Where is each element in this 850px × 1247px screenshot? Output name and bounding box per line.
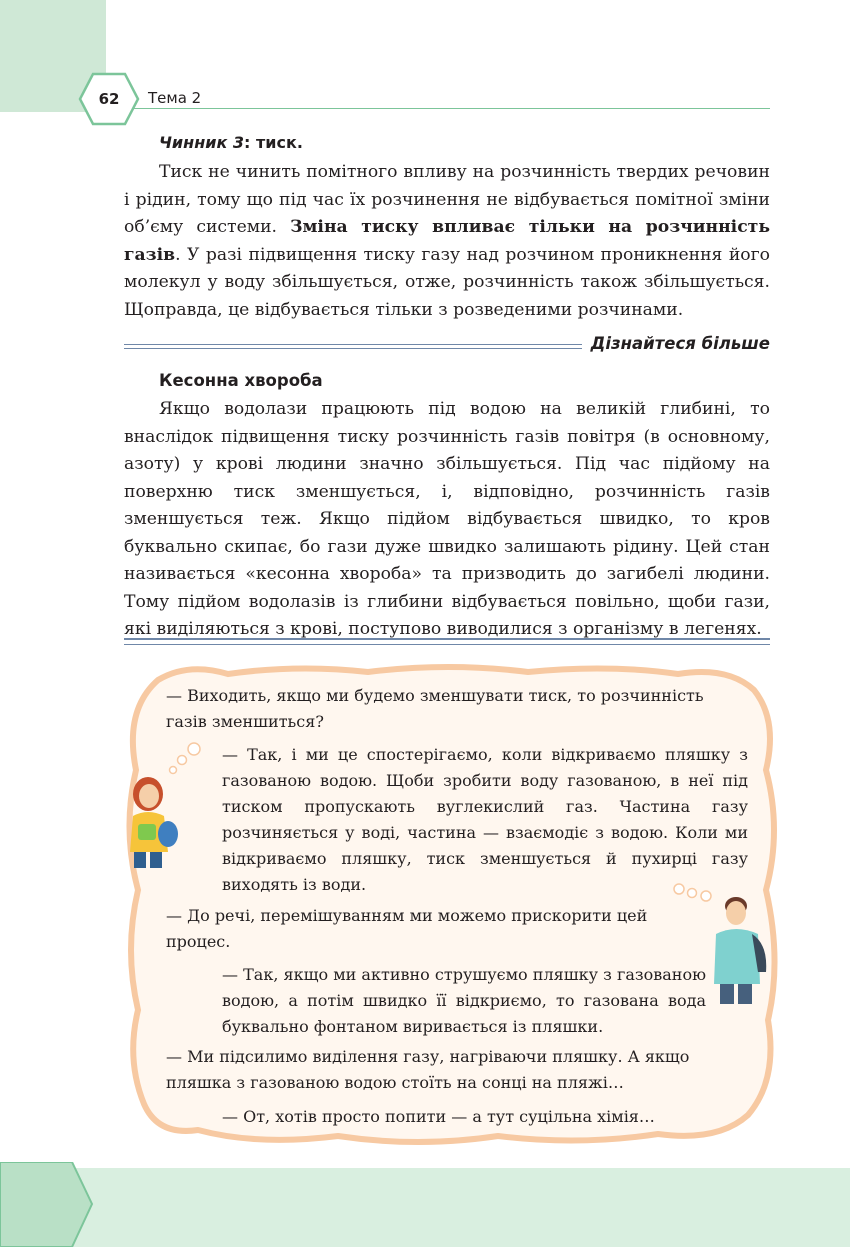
dialogue-text-1: — Виходить, якщо ми будемо зменшувати тиск, то розчинність газів зменшиться? (166, 686, 704, 731)
learn-more-bar (124, 334, 770, 358)
learn-more-label: Дізнайтеся більше (590, 334, 770, 353)
section-title: Кесонна хвороба (159, 371, 323, 390)
girl-illustration (124, 772, 180, 870)
dialogue-text-2: — Так, і ми це спостерігаємо, коли відкриваємо пляшку з газованою водою. Щоби зробити воду газованою, в неї під тиском пропускають вуглекислий газ. Частина газу розчиняється у воді, частина — взаємодіє з водою. Коли ми відкриваємо пляшку, тиск зменшується й пухирці газу виходять із води. (222, 745, 748, 894)
dialogue-text-6: — От, хотів просто попити — а тут суцільна хімія… (222, 1107, 655, 1126)
dialogue-line-5 (166, 1044, 742, 1096)
dialogue-text-4: — Так, якщо ми активно струшуємо пляшку з газованою водою, а потім швидко її відкриємо, то газована вода буквально фонтаном виривається із пляшки. (222, 965, 706, 1036)
factor-label-rest: : тиск. (244, 133, 303, 152)
dialogue-line-2 (222, 742, 748, 898)
caisson-bottom-rule-2 (124, 644, 770, 645)
dialogue-line-4 (222, 962, 706, 1040)
factor-label: Чинник 3 (159, 133, 245, 152)
dialogue-text-5: — Ми підсилимо виділення газу, нагріваючи пляшку. А якщо пляшка з газованою водою стоїть на сонці на пляжі… (166, 1047, 690, 1092)
caisson-bottom-rule (124, 638, 770, 640)
boy-illustration (708, 894, 770, 1006)
header-rule (108, 108, 770, 109)
dialogue-line-3 (166, 903, 686, 955)
dialogue-line-6 (222, 1104, 742, 1130)
dialogue-text-3: — До речі, перемішуванням ми можемо прискорити цей процес. (166, 906, 648, 951)
footer-band (0, 1168, 850, 1247)
pressure-text-1: Тиск не чинить помітного впливу на розчинність твердих речовин і рідин, тому що під час їх розчинення не відбувається помітної зміни об’єму системи. (124, 162, 770, 237)
caisson-paragraph (124, 396, 770, 644)
pressure-paragraph (124, 159, 770, 324)
topic-label: Тема 2 (148, 89, 202, 107)
learn-more-rule (124, 344, 582, 349)
page-number: 62 (98, 90, 120, 108)
factor-heading (159, 133, 303, 152)
pressure-text-bold: Зміна тиску впливає тільки на розчинність газів (124, 217, 770, 265)
caisson-text: Якщо водолази працюють під водою на великій глибині, то внаслідок підвищення тиску розчинність газів повітря (в основному, азоту) у крові людини значно збільшується. Під час підйому на поверхню тиск зменшується, і, відповідно, розчинність газів зменшується теж. Якщо підйом відбувається швидко, то кров буквально скипає, бо гази дуже швидко залишають рідину. Цей стан називається «кесонна хвороба» та призводить до загибелі людини. Тому підйом водолазів із глибини відбувається повільно, щоби гази, які виділяються з крові, поступово виводилися з організму в легенях. (124, 399, 770, 639)
dialogue-line-1 (166, 683, 706, 735)
pressure-text-2: . У разі підвищення тиску газу над розчином проникнення його молекул у воду збільшується, отже, розчинність також збільшується. Щоправда, це відбувається тільки з розведеними розчинами. (124, 244, 770, 320)
footer-arrow-decoration (0, 1162, 96, 1247)
